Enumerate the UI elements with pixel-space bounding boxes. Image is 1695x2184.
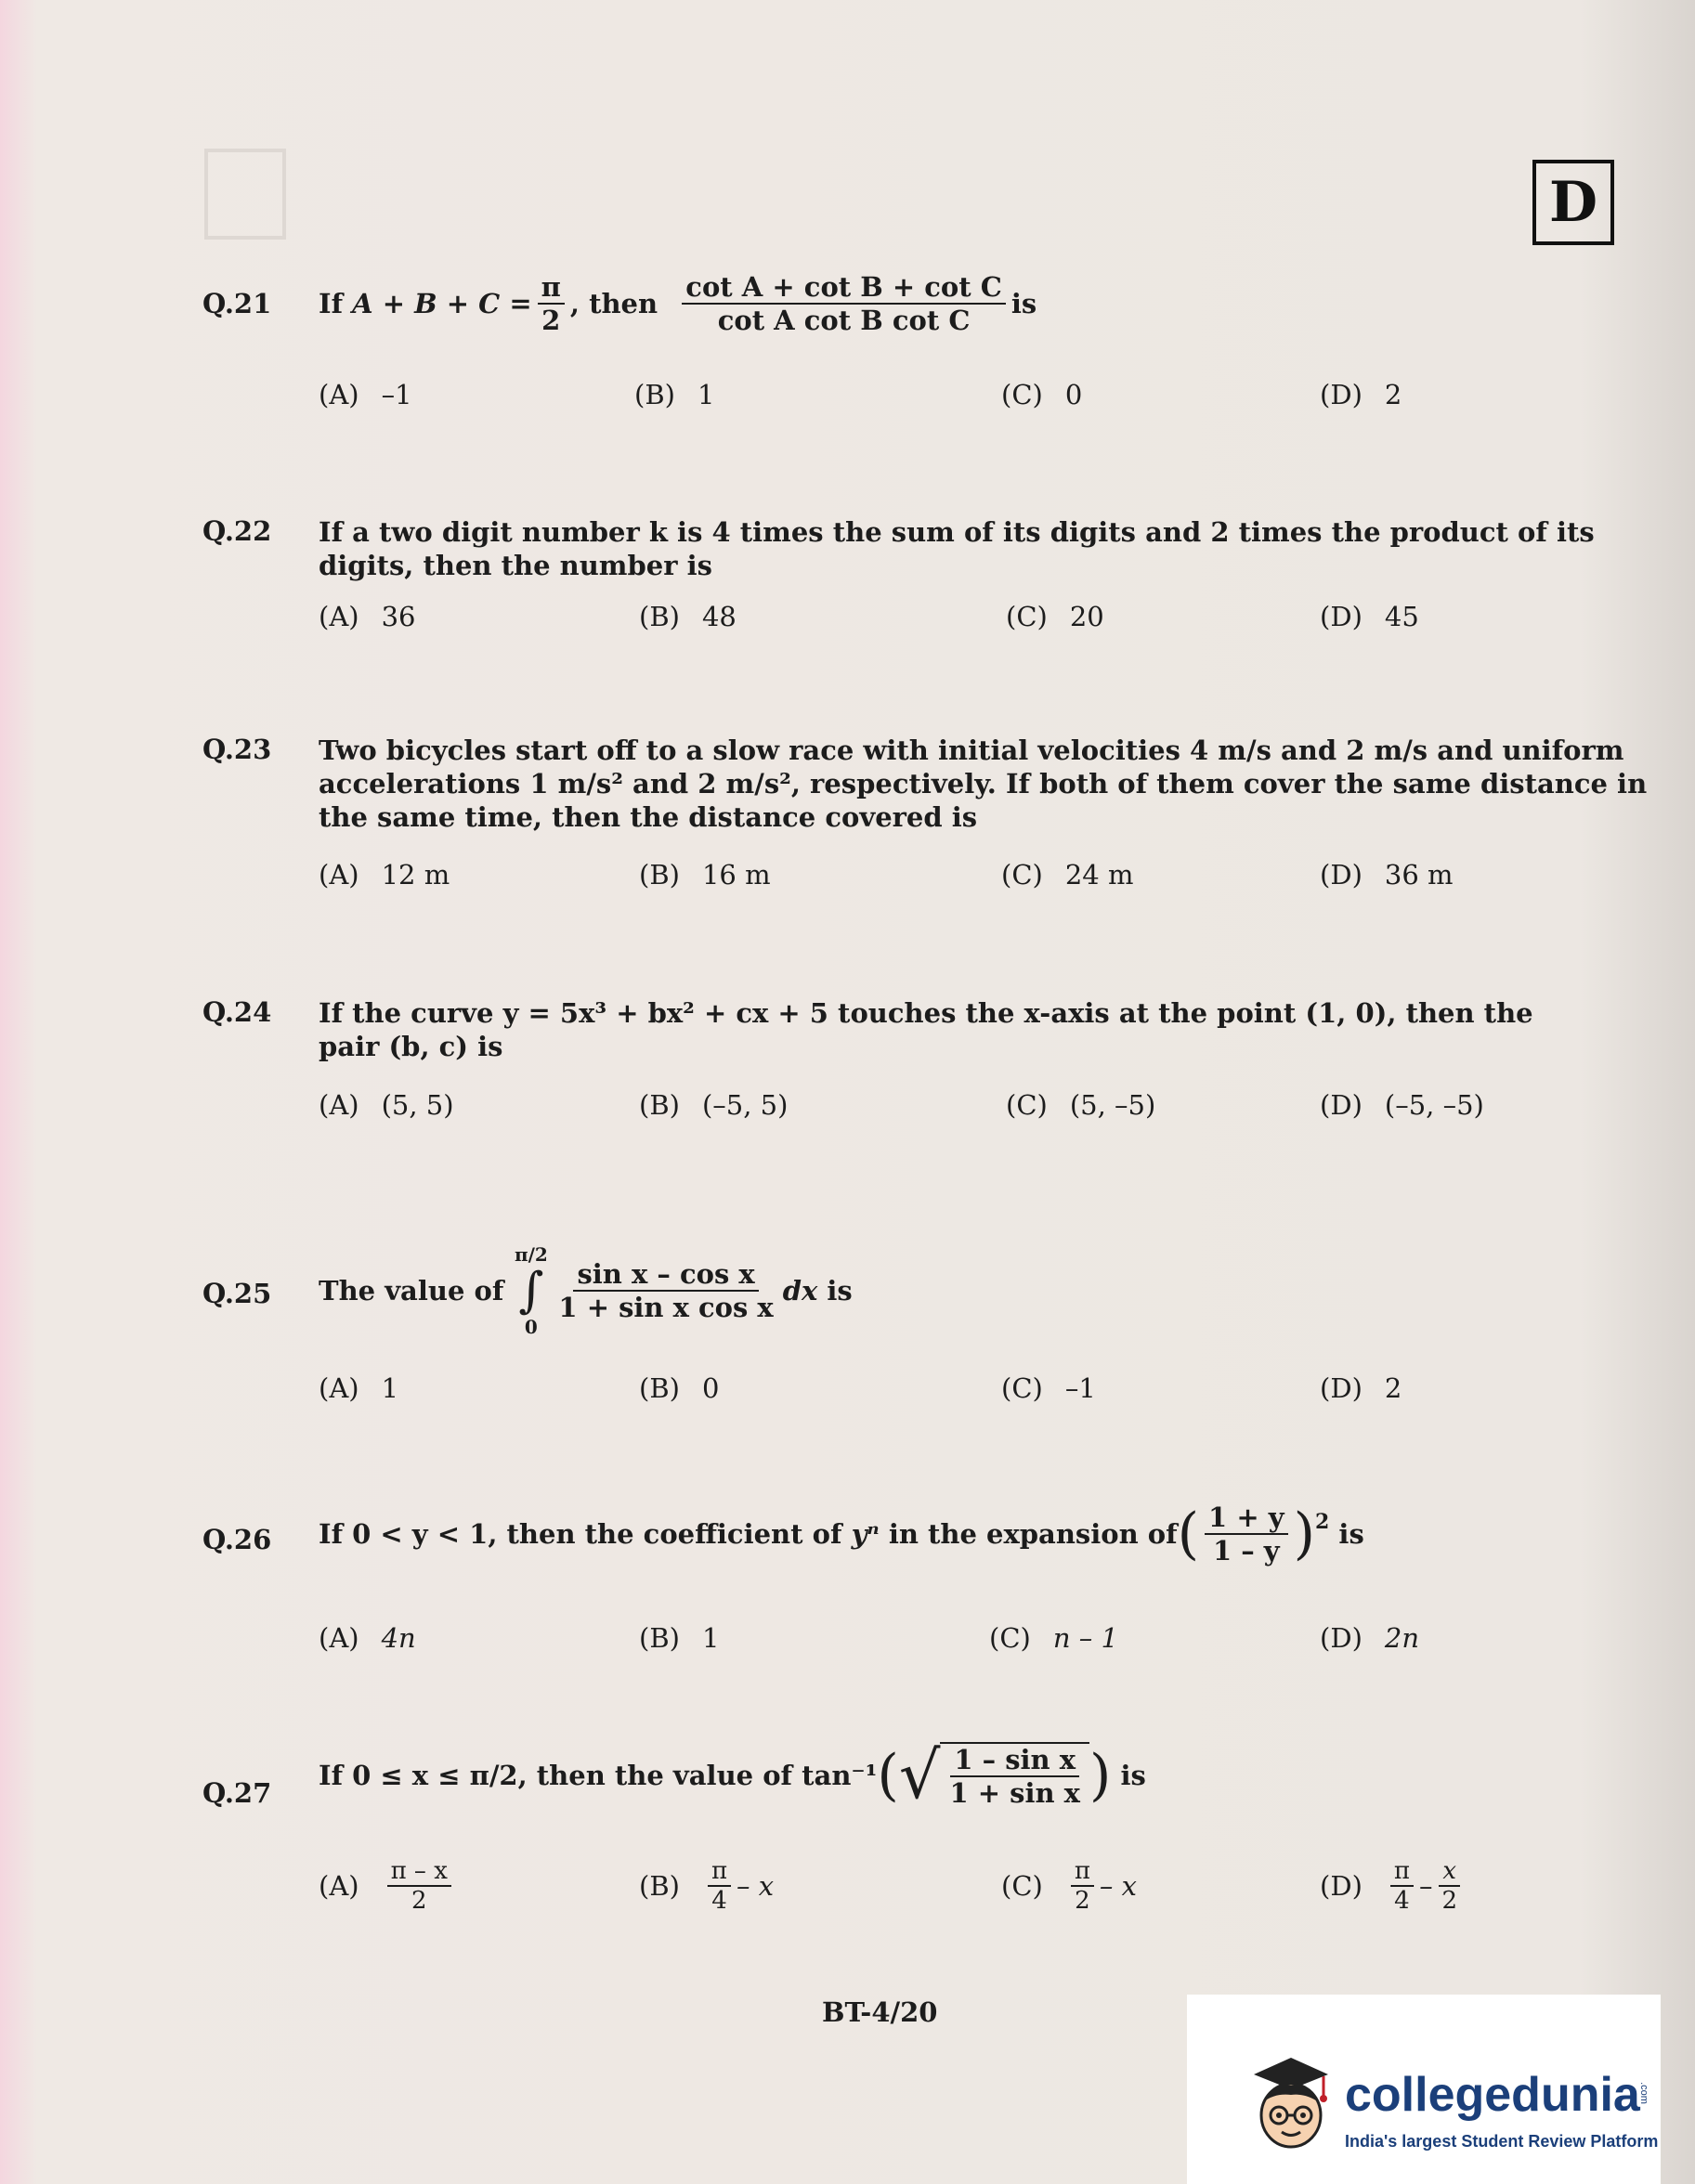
options-row: [319, 1089, 1619, 1145]
option-b[interactable]: (B) 16 m: [639, 859, 771, 890]
fraction: $\frac{\text{1 – sin x}}{\text{1 + sin x}}$: [949, 1744, 1080, 1809]
option-a[interactable]: (A) $\frac{\pi - x}{2}$: [319, 1857, 457, 1915]
fraction: $\frac{\pi}{2}$: [538, 271, 565, 336]
options-row: [319, 1372, 1619, 1428]
page-footer: BT-4/20: [822, 1996, 938, 2028]
options-row: [319, 601, 1619, 656]
option-d[interactable]: (D) 2: [1320, 379, 1402, 410]
integral-sign: π/2 ∫ 0: [514, 1243, 548, 1338]
options-row: [319, 1622, 1619, 1678]
question-text: If a two digit number k is 4 times the sum of its digits and 2 times the product of its digits, then the number is: [319, 516, 1595, 581]
options-row: [319, 1857, 1619, 1931]
option-c[interactable]: (C) 20: [1006, 601, 1104, 632]
logo-dotcom: .com: [1637, 2082, 1649, 2104]
option-c[interactable]: (C) (5, –5): [1006, 1089, 1156, 1121]
fraction: $\frac{\text{sin x – cos x}}{\text{1 + sin x cos x}}$: [558, 1258, 774, 1323]
question-number: Q.25: [202, 1278, 272, 1309]
option-d[interactable]: (D) 36 m: [1320, 859, 1454, 890]
option-a[interactable]: (A) 36: [319, 601, 416, 632]
question-number: Q.22: [202, 515, 272, 547]
options-row: [319, 379, 1619, 435]
question-text: If 0 ≤ x ≤ π/2, then the value of tan⁻¹ ( √ $\frac{\text{1 – sin x}}{\text{1 + sin x}}$ ) is: [319, 1737, 1146, 1814]
question-text: The value of π/2 ∫ 0 $\frac{\text{sin x – cos x}}{\text{1 + sin x cos x}}$ dx is: [319, 1243, 853, 1338]
option-a[interactable]: (A) (5, 5): [319, 1089, 454, 1121]
fraction: $\frac{\text{cot A + cot B + cot C}}{\text{cot A cot B cot C}}$: [682, 271, 1006, 336]
option-d[interactable]: (D) 45: [1320, 601, 1419, 632]
option-d[interactable]: (D) (–5, –5): [1320, 1089, 1484, 1121]
paper-code-box: D: [1532, 160, 1614, 245]
option-c[interactable]: (C) –1: [1001, 1372, 1096, 1404]
option-b[interactable]: (B) 1: [634, 379, 715, 410]
question-number: Q.27: [202, 1777, 272, 1809]
logo-tagline: India's largest Student Review Platform: [1345, 2132, 1659, 2151]
options-row: [319, 859, 1619, 915]
option-a[interactable]: (A) 12 m: [319, 859, 450, 890]
watermark-logo: [1187, 1995, 1661, 2184]
option-d[interactable]: (D) 2n: [1320, 1622, 1420, 1654]
question-text: If 0 < y < 1, then the coefficient of yⁿ in the expansion of ( $\frac{1 + y}{1 - y}$ ) $^2$ is: [319, 1502, 1364, 1566]
option-a[interactable]: (A) 4n: [319, 1622, 416, 1654]
option-b[interactable]: (B) 1: [639, 1622, 720, 1654]
option-c[interactable]: (C) $\frac{\pi}{2}$ – x: [1001, 1857, 1137, 1915]
option-d[interactable]: (D) $\frac{\pi}{4}$ – $\frac{x}{2}$: [1320, 1857, 1467, 1915]
question-number: Q.23: [202, 734, 272, 765]
ghost-code-box: [204, 149, 286, 240]
question-number: Q.21: [202, 288, 272, 319]
question-text: If the curve y = 5x³ + bx² + cx + 5 touches the x-axis at the point (1, 0), then the pair (b, c) is: [319, 997, 1533, 1062]
question-text: Two bicycles start off to a slow race with initial velocities 4 m/s and 2 m/s and uniform accelerations 1 m/s² and 2 m/s², respectively. If both of them cover the same distance in the same time, then the distance covered is: [319, 734, 1648, 833]
question-number: Q.24: [202, 996, 272, 1028]
option-d[interactable]: (D) 2: [1320, 1372, 1402, 1404]
option-c[interactable]: (C) 24 m: [1001, 859, 1134, 890]
logo-wordmark: collegedunia: [1345, 2068, 1640, 2122]
student-face-icon: [1235, 2048, 1337, 2151]
option-a[interactable]: (A) –1: [319, 379, 412, 410]
option-b[interactable]: (B) $\frac{\pi}{4}$ – x: [639, 1857, 775, 1915]
option-b[interactable]: (B) 0: [639, 1372, 720, 1404]
option-c[interactable]: (C) 0: [1001, 379, 1083, 410]
question-number: Q.26: [202, 1524, 272, 1555]
fraction: $\frac{1 + y}{1 - y}$: [1205, 1502, 1288, 1566]
square-root: √ $\frac{\text{1 – sin x}}{\text{1 + sin x}}$: [899, 1742, 1089, 1809]
option-b[interactable]: (B) 48: [639, 601, 737, 632]
option-c[interactable]: (C) n – 1: [989, 1622, 1118, 1654]
question-text: If A + B + C = $\frac{\pi}{2}$ , then $\frac{\text{cot A + cot B + cot C}}{\text{cot A cot B cot C}}$ is: [319, 271, 1037, 336]
option-b[interactable]: (B) (–5, 5): [639, 1089, 789, 1121]
option-a[interactable]: (A) 1: [319, 1372, 399, 1404]
